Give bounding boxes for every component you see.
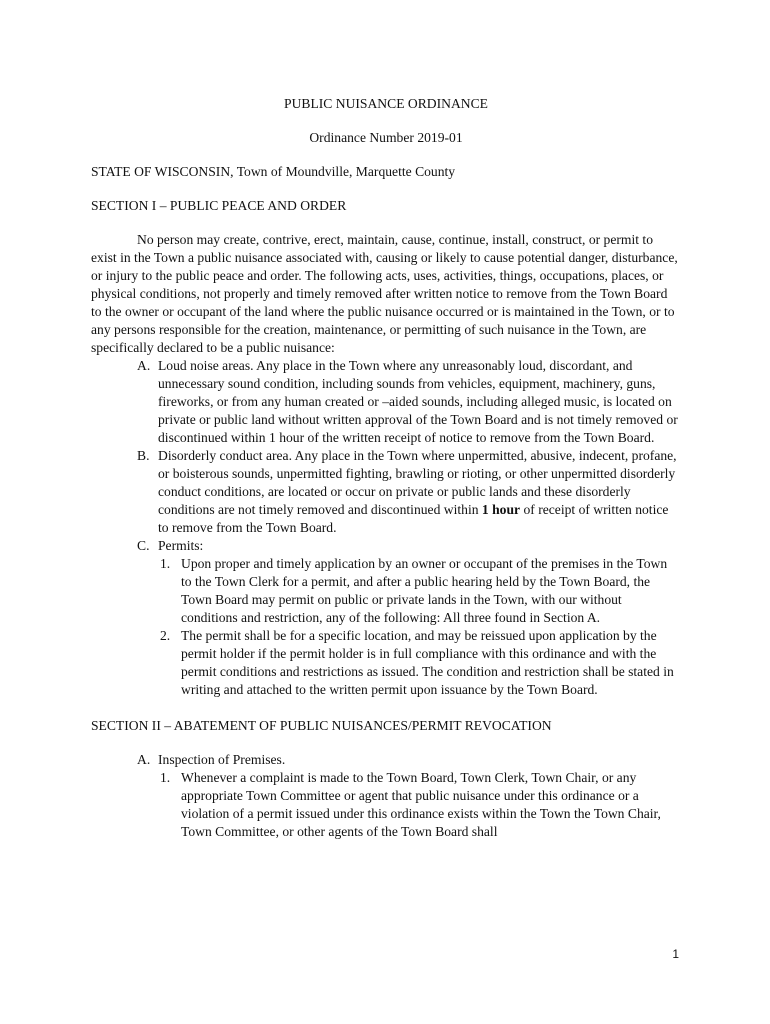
document-title: PUBLIC NUISANCE ORDINANCE [284,96,488,111]
list-item-a [91,751,681,769]
sub-item-2 [91,627,681,699]
list-marker: A. [137,752,151,767]
sub-marker: 2. [160,628,171,643]
sub-item-text: The permit shall be for a specific location, and may be reissued upon application by the permit holder if the permit holder is in full compliance with this ordinance and with the permit conditions and restrictions as issued. The condition and restriction shall be stated in writing and attached to the written permit upon issuance by the Town Board. [181,628,674,697]
bold-duration: 1 hour [481,502,521,517]
list-item-label: Inspection of Premises. [158,752,286,767]
list-item-label: Permits: [158,538,204,553]
list-marker: B. [137,448,150,463]
ordinance-number: Ordinance Number 2019-01 [309,130,463,145]
sub-marker: 1. [160,556,171,571]
sub-marker: 1. [160,770,171,785]
document-body [91,95,681,841]
sub-item-text: Upon proper and timely application by an owner or occupant of the premises in the Town to the Town Clerk for a permit, and after a public hearing held by the Town Board, the Town Board may permit on public or private lands in the Town, with our without conditions and restriction, any of the following: All three found in Section A. [181,556,668,625]
sub-item-text: Whenever a complaint is made to the Town Board, Town Clerk, Town Chair, or any appropriate Town Committee or agent that public nuisance under this ordinance or a violation of a permit issued under this ordinance exists within the Town the Town Chair, Town Committee, or other agents of the Town Board shall [181,770,661,839]
section-2-list [91,751,681,841]
list-marker: A. [137,358,151,373]
section-1-list [91,357,681,699]
list-item-b [91,447,681,537]
section-1-heading: SECTION I – PUBLIC PEACE AND ORDER [91,198,347,213]
list-item-text-end: of receipt of written notice to remove from the Town Board. [158,502,669,535]
list-marker: C. [137,538,150,553]
list-item-text: Disorderly conduct area. Any place in the Town where unpermitted, abusive, indecent, profane, or boisterous sounds, unpermitted fighting, brawling or rioting, or other unpermitted disorderly conduct conditions, are located or occur on private or public lands and these disorderly conditions are not timely removed and discontinued within [158,448,677,517]
jurisdiction-line: STATE OF WISCONSIN, Town of Moundville, Marquette County [91,164,456,179]
sub-item-1 [91,555,681,627]
page-number: 1 [672,947,679,961]
list-item-a [91,357,681,447]
section-2-heading: SECTION II – ABATEMENT OF PUBLIC NUISANCES/PERMIT REVOCATION [91,718,552,733]
list-item-text: Loud noise areas. Any place in the Town where any unreasonably loud, discordant, and unnecessary sound condition, including sounds from vehicles, equipment, machinery, guns, fireworks, or from any human created or –aided sounds, including alleged music, is located on private or public land without written approval of the Town Board and is not timely removed or discontinued within 1 hour of the written receipt of notice to remove from the Town Board. [158,358,678,445]
section-1-intro: No person may create, contrive, erect, maintain, cause, continue, install, construct, or permit to exist in the Town a public nuisance associated with, causing or likely to cause potential danger, disturbance, or injury to the public peace and order. The following acts, uses, activities, things, occupations, places, or physical conditions, not properly and timely removed after written notice to remove from the Town Board to the owner or occupant of the land where the public nuisance occurred or is maintained in the Town, or to any persons responsible for the creation, maintenance, or permitting of such nuisance in the Town, are specifically declared to be a public nuisance: [91,232,678,355]
sub-item-1 [91,769,681,841]
list-item-c [91,537,681,555]
